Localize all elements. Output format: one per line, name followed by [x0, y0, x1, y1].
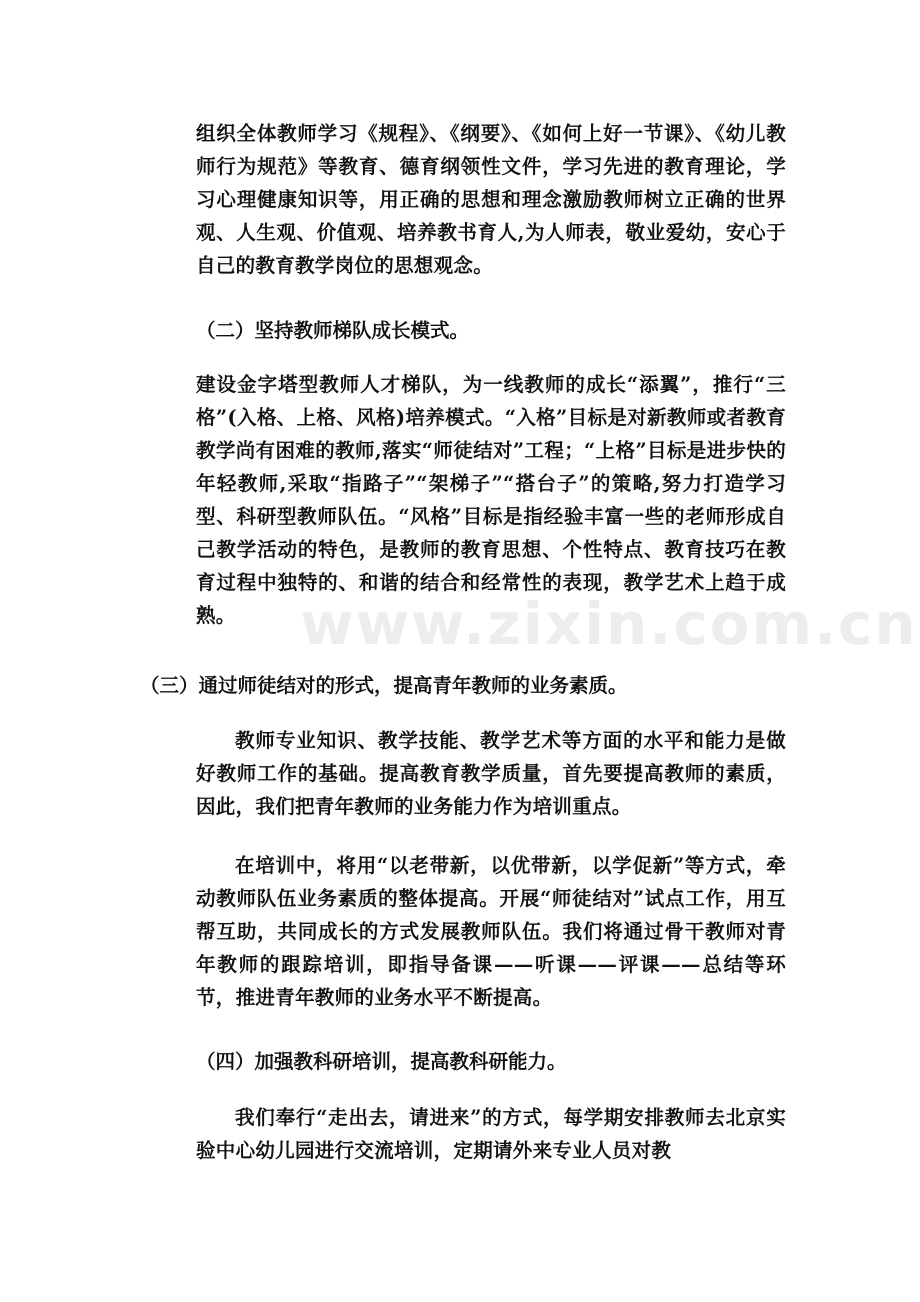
paragraph-go-out-invite-in: 我们奉行“走出去，请进来”的方式，每学期安排教师去北京实验中心幼儿园进行交流培训，定期请外来专业人员对教: [196, 1106, 786, 1162]
section-heading-4: （四）加强教科研培训，提高教科研能力。: [196, 1050, 567, 1073]
paragraph-study-documents: 组织全体教师学习《规程》、《纲要》、《如何上好一节课》、《幼儿教师行为规范》等教育、德育纲领性文件，学习先进的教育理论，学习心理健康知识等，用正确的思想和理念激励教师树立正确的世界观、人生观、价值观、培养教书育人,为人师表，敬业爱幼，安心于自己的教育教学岗位的思想观念。: [196, 122, 786, 277]
section-heading-3: （三）通过师徒结对的形式，提高青年教师的业务素质。: [140, 674, 628, 697]
paragraph-training-methods: 在培训中，将用“以老带新，以优带新，以学促新”等方式，牵动教师队伍业务素质的整体提高。开展“师徒结对”试点工作，用互帮互助，共同成长的方式发展教师队伍。我们将通过骨干教师对青年教师的跟踪培训，即指导备课——听课——评课——总结等环节，推进青年教师的业务水平不断提高。: [196, 854, 786, 1009]
paragraph-professional-knowledge: 教师专业知识、教学技能、教学艺术等方面的水平和能力是做好教师工作的基础。提高教育教学质量，首先要提高教师的素质，因此，我们把青年教师的业务能力作为培训重点。: [196, 729, 786, 818]
watermark: www.zixin.com.cn: [300, 590, 918, 658]
section-heading-2: （二）坚持教师梯队成长模式。: [196, 319, 470, 342]
paragraph-teacher-ladder: 建设金字塔型教师人才梯队，为一线教师的成长“添翼”，推行“三格”(入格、上格、风格)培养模式。“入格”目标是对新教师或者教育教学尚有困难的教师,落实“师徒结对”工程；“上格”目标是进步快的年轻教师,采取“指路子”“架梯子”“搭台子”的策略,努力打造学习型、科研型教师队伍。“风格”目标是指经验丰富一些的老师形成自己教学活动的特色，是教师的教育思想、个性特点、教育技巧在教育过程中独特的、和谐的结合和经常性的表现，教学艺术上趋于成熟。: [196, 373, 786, 627]
